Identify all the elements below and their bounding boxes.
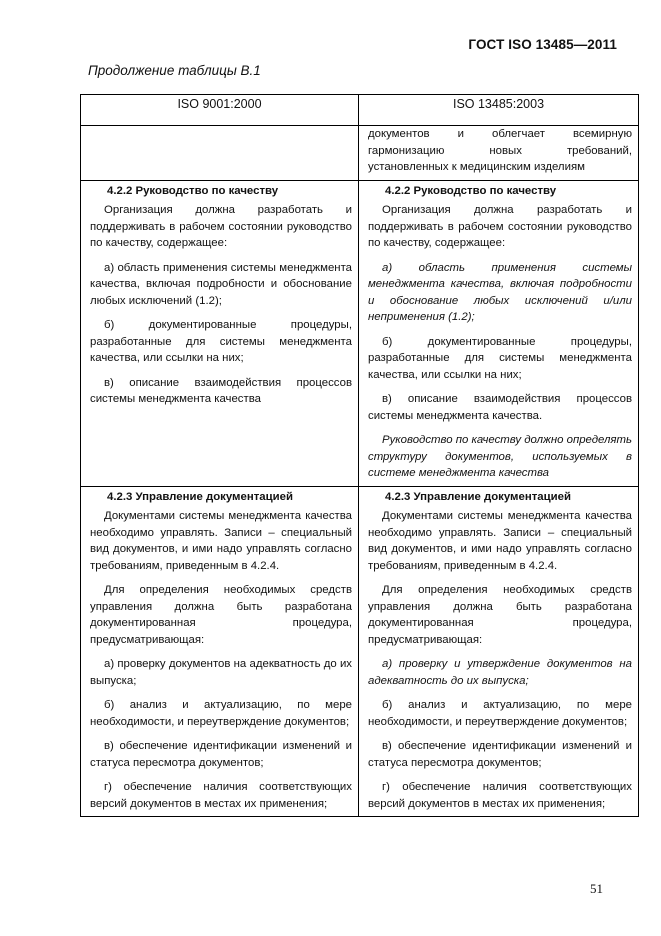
cell-content	[81, 487, 358, 817]
table-cell-right	[359, 486, 639, 817]
section-title: 4.2.2 Руководство по качеству	[385, 184, 557, 197]
paragraph: в) обеспечение идентификации изменений и статуса пересмотра документов;	[368, 740, 632, 769]
paragraph: г) обеспечение наличия соответствующих версий документов в местах их применения;	[368, 781, 632, 810]
paragraph: Организация должна разработать и поддерживать в рабочем состоянии руководство по качеству, содержащее:	[90, 204, 352, 249]
table-caption: Продолжение таблицы В.1	[88, 63, 261, 78]
paragraph: б) документированные процедуры, разработанные для системы менеджмента качества, или ссылки на них;	[368, 335, 632, 381]
table-header-row	[81, 95, 639, 126]
cell-content	[359, 181, 638, 486]
paragraph-changed: а) область применения системы менеджмента качества, включая подробности и обоснование любых исключений и/или неприменения (1.2);	[368, 261, 632, 323]
paragraph: Для определения необходимых средств управления должна быть разработана документированная процедура, предусматривающая:	[90, 584, 352, 646]
section-title: 4.2.3 Управление документацией	[385, 490, 571, 503]
cell-content	[81, 126, 358, 130]
paragraph: Организация должна разработать и поддерживать в рабочем состоянии руководство по качеству, содержащее:	[368, 204, 632, 249]
paragraph: Документами системы менеджмента качества необходимо управлять. Записи – специальный вид документов, и ими надо управлять согласно требованиям, приведенным в 4.2.4.	[368, 510, 632, 572]
table-cell-right	[359, 180, 639, 486]
paragraph: б) анализ и актуализацию, по мере необходимости, и переутверждение документов;	[368, 699, 632, 728]
table-cell-right	[359, 126, 639, 181]
section-title: 4.2.2 Руководство по качеству	[107, 184, 279, 197]
comparison-table	[80, 94, 639, 817]
paragraph: документов и облегчает всемирную гармонизацию новых требований, установленных к медицинским изделиям	[368, 128, 632, 173]
paragraph: Документами системы менеджмента качества необходимо управлять. Записи – специальный вид документов, и ими надо управлять согласно требованиям, приведенным в 4.2.4.	[90, 510, 352, 572]
section-title: 4.2.3 Управление документацией	[107, 490, 293, 503]
table-cell-left	[81, 486, 359, 817]
paragraph: в) обеспечение идентификации изменений и статуса пересмотра документов;	[90, 740, 352, 769]
comparison-table-wrapper	[80, 94, 638, 817]
paragraph: б) документированные процедуры, разработанные для системы менеджмента качества, или ссылки на них;	[90, 319, 352, 364]
table-row	[81, 486, 639, 817]
document-header: ГОСТ ISO 13485—2011	[468, 37, 617, 52]
paragraph: б) анализ и актуализацию, по мере необходимости, и переутверждение документов;	[90, 699, 352, 728]
cell-content	[81, 181, 358, 412]
paragraph: г) обеспечение наличия соответствующих версий документов в местах их применения;	[90, 781, 352, 810]
table-row	[81, 180, 639, 486]
cell-content	[359, 126, 638, 180]
paragraph: Для определения необходимых средств управления должна быть разработана документированная процедура, предусматривающая:	[368, 584, 632, 646]
paragraph: в) описание взаимодействия процессов системы менеджмента качества	[90, 376, 352, 405]
cell-content	[359, 487, 638, 817]
table-row	[81, 126, 639, 181]
column-header-iso13485: ISO 13485:2003	[359, 95, 639, 126]
column-header-iso9001: ISO 9001:2000	[81, 95, 359, 126]
page-number: 51	[590, 881, 603, 896]
paragraph-added: Руководство по качеству должно определять структуру документов, используемых в системе менеджмента качества	[368, 434, 632, 479]
table-cell-left	[81, 126, 359, 181]
paragraph: в) описание взаимодействия процессов системы менеджмента качества.	[368, 393, 632, 422]
table-cell-left	[81, 180, 359, 486]
paragraph: а) проверку документов на адекватность до их выпуска;	[90, 658, 352, 687]
paragraph-changed: а) проверку и утверждение документов на адекватность до их выпуска;	[368, 658, 632, 687]
paragraph: а) область применения системы менеджмента качества, включая подробности и обоснование любых исключений (1.2);	[90, 261, 352, 307]
